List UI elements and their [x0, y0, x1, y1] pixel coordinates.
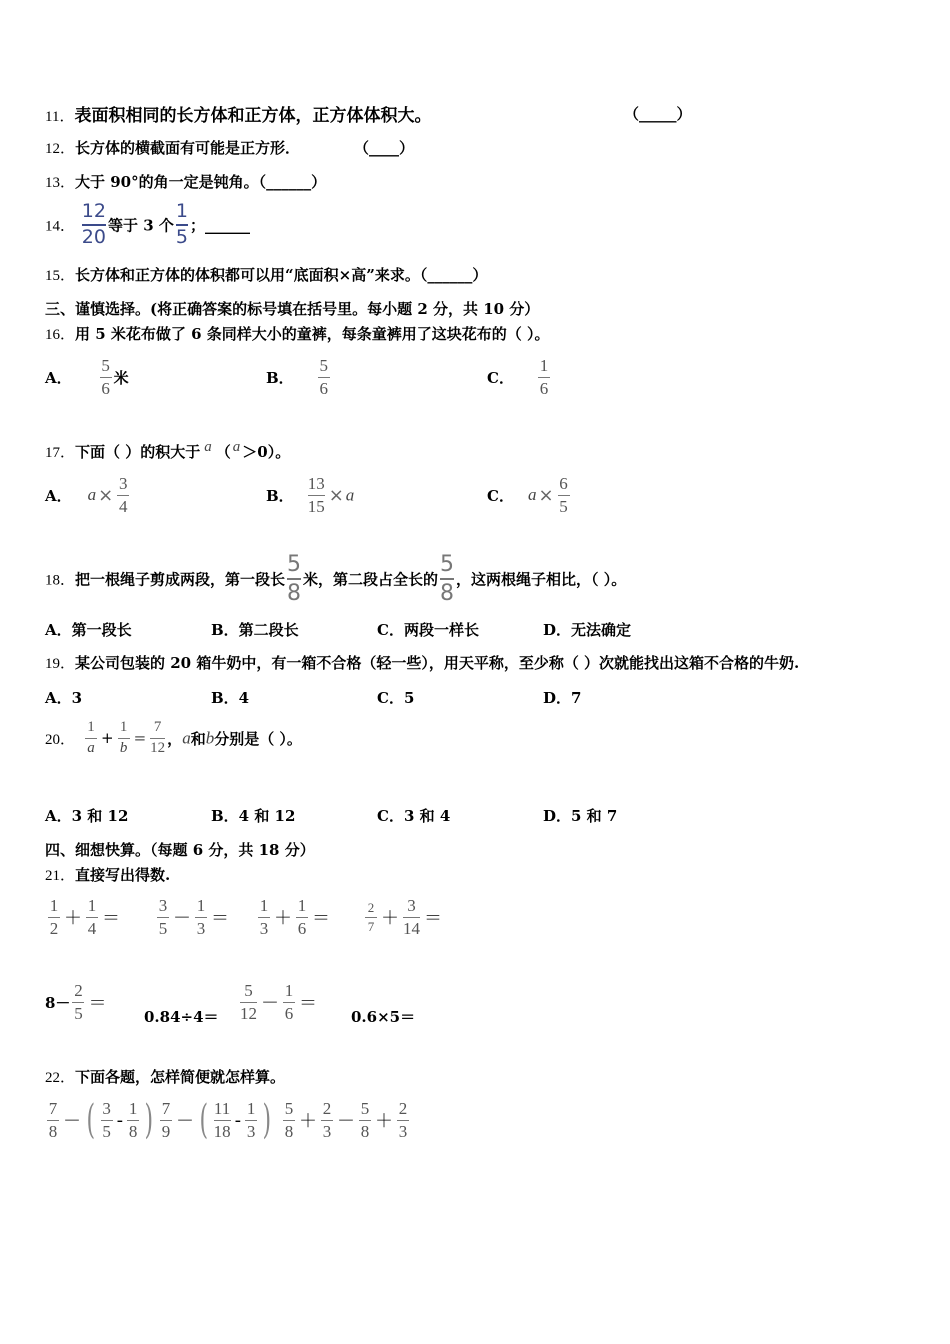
question-12	[45, 137, 300, 158]
question-text: 下面各题，怎样简便就怎样算。	[75, 1068, 286, 1086]
question-16	[45, 323, 550, 344]
section-heading: 三、谨慎选择。(将正确答案的标号填在括号里。每小题 2 分，共 10 分）	[45, 300, 540, 318]
option-b[interactable]: B． $\frac{5}{6}$	[266, 356, 328, 398]
question-21	[45, 864, 170, 885]
option-d[interactable]: D．无法确定	[543, 621, 632, 639]
question-13	[45, 171, 326, 192]
option-c[interactable]: C．5	[377, 689, 415, 707]
option-a[interactable]: A．3	[45, 689, 83, 707]
answer-blank[interactable]: （____）	[354, 139, 415, 157]
expression-1: $\frac{7}{8}$ － ( $\frac{3}{5}$ - $\frac{1}{8}$ )	[48, 1097, 154, 1144]
answer-blank[interactable]: （_____）	[624, 105, 692, 123]
option-a[interactable]: A．3 和 12	[45, 807, 129, 825]
question-number: 16．	[45, 327, 76, 343]
question-text: 用 5 米花布做了 6 条同样大小的童裤，每条童裤用了这块花布的（ ）。	[75, 325, 550, 343]
question-22	[45, 1066, 285, 1087]
fraction: $\frac{1}{5}$	[175, 200, 188, 248]
question-number: 20．	[45, 731, 76, 748]
question-number: 19．	[45, 656, 76, 672]
question-number: 13．	[45, 175, 76, 191]
calc-item: 0.6×5＝	[351, 1008, 416, 1026]
question-number: 18．	[45, 572, 76, 589]
question-number: 21．	[45, 868, 76, 884]
question-number: 17．	[45, 445, 76, 461]
option-c[interactable]: C． a × $\frac{6}{5}$	[487, 474, 568, 516]
question-text: 长方体的横截面有可能是正方形．	[75, 139, 301, 157]
section-heading: 四、细想快算。（每题 6 分，共 18 分）	[45, 841, 315, 859]
expression-2: $\frac{7}{9}$ － ( $\frac{11}{18}$ - $\frac{1}{3}$ )	[161, 1097, 272, 1144]
calc-item: $\frac{1}{3}$ ＋ $\frac{1}{6}$ ＝	[259, 896, 330, 938]
option-c[interactable]: C．两段一样长	[377, 621, 479, 639]
option-a[interactable]: A． a × $\frac{3}{4}$	[45, 474, 128, 516]
option-b[interactable]: B． $\frac{13}{15}$ × a	[266, 474, 355, 516]
question-text: 某公司包装的 20 箱牛奶中，有一箱不合格（轻一些），用天平称，至少称（ ）次就能找出这箱不合格的牛奶.	[75, 654, 800, 672]
calc-item: $\frac{5}{12}$ － $\frac{1}{6}$ ＝	[240, 981, 317, 1023]
question-number: 14．	[45, 218, 76, 235]
option-d[interactable]: D．7	[543, 689, 582, 707]
calc-item: $\frac{2}{7}$ ＋ $\frac{3}{14}$ ＝	[363, 897, 444, 938]
option-b[interactable]: B．4 和 12	[211, 807, 296, 825]
option-a[interactable]: A．第一段长	[45, 621, 132, 639]
option-c[interactable]: C．3 和 4	[377, 807, 451, 825]
expression-3: $\frac{5}{8}$ ＋ $\frac{2}{3}$ － $\frac{5}{8}$ ＋ $\frac{2}{3}$	[284, 1099, 408, 1141]
calc-item: $\frac{3}{5}$ － $\frac{1}{3}$ ＝	[158, 896, 229, 938]
option-a[interactable]: A． $\frac{5}{6}$ 米	[45, 356, 129, 398]
calc-item: 8－ $\frac{2}{5}$ ＝	[45, 981, 107, 1023]
question-text: 直接写出得数.	[75, 866, 171, 884]
calc-item: 0.84÷4＝	[144, 1008, 219, 1026]
question-text: 大于 90°的角一定是钝角。（______）	[75, 173, 327, 191]
question-15	[45, 264, 487, 285]
question-number: 22．	[45, 1070, 76, 1086]
question-19	[45, 652, 799, 673]
fraction: $\frac{12}{20}$	[81, 200, 106, 248]
option-b[interactable]: B．第二段长	[211, 621, 299, 639]
question-number: 11．	[45, 109, 75, 125]
option-d[interactable]: D．5 和 7	[543, 807, 618, 825]
question-text: 表面积相同的长方体和正方体，正方体体积大。	[74, 106, 432, 126]
option-b[interactable]: B．4	[211, 689, 250, 707]
question-number: 15．	[45, 268, 76, 284]
question-11	[45, 101, 431, 126]
question-number: 12．	[45, 141, 76, 157]
question-17: 17．下面（ ）的积大于 a （ a ＞0）。	[45, 439, 291, 461]
question-14: 14． $\frac{12}{20}$ 等于 3 个 $\frac{1}{5}$ ；______	[45, 200, 250, 248]
question-18: 18．把一根绳子剪成两段，第一段长 $\frac{5}{8}$ 米，第二段占全长的 $\frac{5}{8}$ ，这两根绳子相比，（ ）。	[45, 552, 627, 607]
question-text: 长方体和正方体的体积都可以用“底面积×高”来求。（______）	[75, 266, 488, 284]
question-20: 20． $\frac{1}{a}$ + $\frac{1}{b}$ = $\frac{7}{12}$ ，a和b分别是（ ）。	[45, 719, 302, 756]
calc-item: $\frac{1}{2}$ ＋ $\frac{1}{4}$ ＝	[49, 896, 120, 938]
option-c[interactable]: C． $\frac{1}{6}$	[487, 356, 549, 398]
